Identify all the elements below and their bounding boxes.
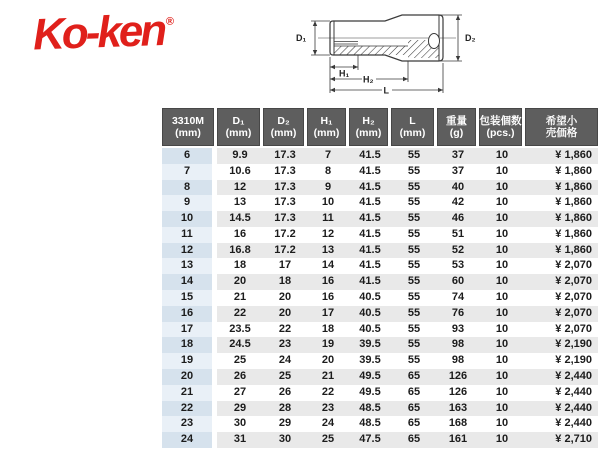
value-cell: 31 — [233, 433, 247, 446]
price-cell: ¥ 2,440 — [555, 385, 592, 398]
value-cell: 98 — [451, 354, 465, 367]
value-cell: 40.5 — [359, 291, 381, 304]
header-line: L — [409, 114, 416, 127]
value-cell: 10 — [495, 291, 509, 304]
value-cell: 42 — [451, 196, 465, 209]
dimension-label-h2: H₂ — [363, 74, 374, 85]
table-row — [162, 211, 598, 227]
table-row — [162, 385, 598, 401]
value-cell: 29 — [233, 401, 247, 414]
size-cell: 20 — [162, 369, 217, 385]
header-line: H₁ — [320, 114, 333, 127]
value-cell: 51 — [451, 227, 465, 240]
size-cell: 23 — [162, 416, 217, 432]
value-cell: 37 — [451, 149, 465, 161]
value-cell: 93 — [451, 322, 465, 335]
size-cell: 8 — [162, 180, 217, 196]
price-cell: ¥ 2,070 — [555, 259, 592, 272]
price-cell: ¥ 2,440 — [555, 401, 592, 414]
header-cell-d2 — [263, 108, 307, 148]
table-row — [162, 401, 598, 417]
d2-arrow-bottom — [456, 56, 460, 61]
value-cell: 21 — [321, 369, 335, 382]
value-cell: 65 — [407, 385, 421, 398]
value-cell: 10 — [495, 164, 509, 177]
value-cell: 16 — [321, 291, 335, 304]
value-cell: 28 — [278, 401, 292, 414]
value-cell: 12 — [233, 180, 247, 193]
value-cell: 41.5 — [359, 196, 381, 209]
value-cell: 24.5 — [229, 338, 251, 351]
value-cell: 10 — [495, 275, 509, 288]
value-cell: 22 — [233, 306, 247, 319]
price-cell: ¥ 1,860 — [555, 227, 592, 240]
header-line: 重量 — [446, 114, 467, 127]
koken-logo-text: Ko-ken — [32, 5, 165, 60]
value-cell: 10 — [495, 227, 509, 240]
value-cell: 55 — [407, 212, 421, 225]
price-cell: ¥ 2,190 — [555, 354, 592, 367]
size-cell: 12 — [162, 243, 217, 259]
header-line: (mm) — [355, 127, 382, 139]
value-cell: 37 — [451, 164, 465, 177]
value-cell: 10 — [321, 196, 335, 209]
value-cell: 65 — [407, 417, 421, 430]
value-cell: 53 — [451, 259, 465, 272]
table-row — [162, 148, 598, 164]
spec-table — [162, 108, 598, 448]
header-line: D₂ — [277, 114, 290, 127]
header-line: (pcs.) — [486, 127, 515, 139]
value-cell: 10 — [495, 369, 509, 382]
value-cell: 39.5 — [359, 338, 381, 351]
d1-arrow-top — [313, 21, 317, 26]
header-line: 3310M — [171, 114, 205, 127]
size-cell: 24 — [162, 432, 217, 448]
size-cell: 18 — [162, 337, 217, 353]
value-cell: 26 — [278, 385, 292, 398]
value-cell: 17.2 — [274, 227, 296, 240]
value-cell: 10 — [495, 433, 509, 446]
price-cell: ¥ 2,070 — [555, 291, 592, 304]
value-cell: 17 — [321, 306, 335, 319]
size-cell: 15 — [162, 290, 217, 306]
price-cell: ¥ 1,860 — [555, 212, 592, 225]
table-row — [162, 243, 598, 259]
header-line: (mm) — [225, 127, 252, 139]
header-cell-model — [162, 108, 217, 148]
header-cell-d1 — [217, 108, 263, 148]
value-cell: 40.5 — [359, 322, 381, 335]
value-cell: 10 — [495, 306, 509, 319]
price-cell: ¥ 2,440 — [555, 369, 592, 382]
value-cell: 8 — [324, 164, 332, 177]
h2-arrow-right — [403, 77, 408, 81]
d1-arrow-bottom — [313, 50, 317, 55]
value-cell: 10 — [495, 322, 509, 335]
value-cell: 21 — [233, 291, 247, 304]
table-row — [162, 369, 598, 385]
value-cell: 65 — [407, 433, 421, 446]
value-cell: 18 — [321, 322, 335, 335]
header-line: D₁ — [232, 114, 245, 127]
value-cell: 55 — [407, 149, 421, 161]
value-cell: 41.5 — [359, 259, 381, 272]
table-row — [162, 164, 598, 180]
value-cell: 60 — [451, 275, 465, 288]
l-arrow-left — [330, 88, 335, 92]
table-row — [162, 337, 598, 353]
size-cell: 10 — [162, 211, 217, 227]
size-cell: 14 — [162, 274, 217, 290]
size-cell: 19 — [162, 353, 217, 369]
price-cell: ¥ 1,860 — [555, 164, 592, 177]
price-cell: ¥ 1,860 — [555, 243, 592, 256]
dimension-label-d2: D₂ — [465, 33, 476, 43]
value-cell: 17 — [278, 259, 292, 272]
value-cell: 30 — [278, 433, 292, 446]
size-cell: 21 — [162, 385, 217, 401]
value-cell: 39.5 — [359, 354, 381, 367]
registered-trademark-icon: ® — [165, 15, 175, 28]
header-line: H₂ — [362, 114, 375, 127]
price-cell: ¥ 1,860 — [555, 180, 592, 193]
size-cell: 17 — [162, 322, 217, 338]
table-row — [162, 353, 598, 369]
size-cell: 6 — [162, 148, 217, 164]
size-cell: 13 — [162, 258, 217, 274]
value-cell: 16 — [233, 227, 247, 240]
value-cell: 161 — [448, 433, 468, 446]
table-row — [162, 227, 598, 243]
header-cell-h2 — [349, 108, 391, 148]
socket-wall-hatch-front — [334, 46, 408, 55]
table-row — [162, 195, 598, 211]
value-cell: 14.5 — [229, 212, 251, 225]
h1-arrow-right — [353, 65, 358, 69]
value-cell: 55 — [407, 275, 421, 288]
value-cell: 41.5 — [359, 149, 381, 161]
value-cell: 23.5 — [229, 322, 251, 335]
value-cell: 18 — [278, 275, 292, 288]
table-body — [162, 148, 598, 448]
value-cell: 10 — [495, 417, 509, 430]
table-row — [162, 322, 598, 338]
d2-arrow-top — [456, 15, 460, 20]
header-cell-price — [525, 108, 598, 148]
value-cell: 65 — [407, 401, 421, 414]
value-cell: 22 — [321, 385, 335, 398]
value-cell: 10 — [495, 149, 509, 161]
size-cell: 9 — [162, 195, 217, 211]
value-cell: 29 — [278, 417, 292, 430]
header-cell-pack-qty — [479, 108, 525, 148]
value-cell: 10 — [495, 354, 509, 367]
table-row — [162, 416, 598, 432]
value-cell: 40.5 — [359, 306, 381, 319]
value-cell: 25 — [321, 433, 335, 446]
value-cell: 16 — [321, 275, 335, 288]
value-cell: 46 — [451, 212, 465, 225]
price-cell: ¥ 2,070 — [555, 306, 592, 319]
value-cell: 27 — [233, 385, 247, 398]
value-cell: 16.8 — [229, 243, 251, 256]
value-cell: 41.5 — [359, 227, 381, 240]
value-cell: 10 — [495, 259, 509, 272]
price-cell: ¥ 2,070 — [555, 275, 592, 288]
value-cell: 10 — [495, 243, 509, 256]
value-cell: 14 — [321, 259, 335, 272]
value-cell: 98 — [451, 338, 465, 351]
value-cell: 40 — [451, 180, 465, 193]
value-cell: 30 — [233, 417, 247, 430]
header-line: 売価格 — [545, 127, 578, 139]
value-cell: 12 — [321, 227, 335, 240]
dimension-label-h1: H₁ — [339, 68, 350, 79]
value-cell: 10 — [495, 385, 509, 398]
header-line: 包装個数 — [479, 114, 522, 127]
value-cell: 55 — [407, 306, 421, 319]
value-cell: 41.5 — [359, 212, 381, 225]
table-row — [162, 274, 598, 290]
value-cell: 163 — [448, 401, 468, 414]
value-cell: 49.5 — [359, 369, 381, 382]
value-cell: 55 — [407, 259, 421, 272]
value-cell: 17.2 — [274, 243, 296, 256]
value-cell: 126 — [448, 369, 468, 382]
size-cell: 16 — [162, 306, 217, 322]
value-cell: 20 — [278, 306, 292, 319]
h1-arrow-left — [330, 65, 335, 69]
value-cell: 24 — [321, 417, 335, 430]
value-cell: 9.9 — [232, 149, 248, 161]
header-cell-l — [391, 108, 437, 148]
value-cell: 48.5 — [359, 401, 381, 414]
price-cell: ¥ 2,070 — [555, 322, 592, 335]
value-cell: 17.3 — [274, 212, 296, 225]
header-line: (g) — [449, 127, 464, 139]
value-cell: 9 — [324, 180, 332, 193]
price-cell: ¥ 2,190 — [555, 338, 592, 351]
value-cell: 55 — [407, 291, 421, 304]
value-cell: 74 — [451, 291, 465, 304]
value-cell: 17.3 — [274, 164, 296, 177]
value-cell: 55 — [407, 180, 421, 193]
value-cell: 48.5 — [359, 417, 381, 430]
table-row — [162, 258, 598, 274]
socket-dimension-diagram — [288, 0, 483, 100]
price-cell: ¥ 1,860 — [555, 196, 592, 209]
value-cell: 55 — [407, 322, 421, 335]
value-cell: 22 — [278, 322, 292, 335]
value-cell: 26 — [233, 369, 247, 382]
value-cell: 47.5 — [359, 433, 381, 446]
header-cell-h1 — [307, 108, 349, 148]
value-cell: 10.6 — [229, 164, 251, 177]
value-cell: 55 — [407, 196, 421, 209]
header-cell-weight — [437, 108, 479, 148]
value-cell: 55 — [407, 243, 421, 256]
value-cell: 65 — [407, 369, 421, 382]
value-cell: 20 — [233, 275, 247, 288]
price-cell: ¥ 2,710 — [555, 433, 592, 446]
price-cell: ¥ 2,440 — [555, 417, 592, 430]
value-cell: 10 — [495, 196, 509, 209]
dimension-label-l: L — [383, 85, 389, 96]
value-cell: 49.5 — [359, 385, 381, 398]
value-cell: 41.5 — [359, 180, 381, 193]
table-header — [162, 108, 598, 148]
value-cell: 55 — [407, 338, 421, 351]
value-cell: 10 — [495, 212, 509, 225]
header-line: (mm) — [399, 127, 426, 139]
value-cell: 41.5 — [359, 164, 381, 177]
value-cell: 55 — [407, 164, 421, 177]
value-cell: 55 — [407, 227, 421, 240]
value-cell: 20 — [278, 291, 292, 304]
value-cell: 13 — [233, 196, 247, 209]
header-line: (mm) — [313, 127, 340, 139]
koken-logo — [32, 6, 175, 61]
h2-arrow-left — [330, 77, 335, 81]
table-row — [162, 290, 598, 306]
value-cell: 17.3 — [274, 149, 296, 161]
header-line: 希望小 — [545, 114, 578, 127]
value-cell: 41.5 — [359, 243, 381, 256]
table-row — [162, 180, 598, 196]
size-cell: 11 — [162, 227, 217, 243]
value-cell: 126 — [448, 385, 468, 398]
value-cell: 20 — [321, 354, 335, 367]
value-cell: 41.5 — [359, 275, 381, 288]
value-cell: 10 — [495, 401, 509, 414]
value-cell: 7 — [324, 149, 332, 161]
table-row — [162, 306, 598, 322]
value-cell: 17.3 — [274, 180, 296, 193]
value-cell: 23 — [321, 401, 335, 414]
value-cell: 52 — [451, 243, 465, 256]
header-line: (mm) — [270, 127, 297, 139]
l-arrow-right — [438, 88, 443, 92]
table-row — [162, 432, 598, 448]
value-cell: 76 — [451, 306, 465, 319]
size-cell: 7 — [162, 164, 217, 180]
value-cell: 18 — [233, 259, 247, 272]
size-cell: 22 — [162, 401, 217, 417]
value-cell: 23 — [278, 338, 292, 351]
value-cell: 168 — [448, 417, 468, 430]
value-cell: 25 — [278, 369, 292, 382]
value-cell: 11 — [322, 212, 334, 225]
value-cell: 10 — [495, 180, 509, 193]
value-cell: 17.3 — [274, 196, 296, 209]
value-cell: 55 — [407, 354, 421, 367]
value-cell: 13 — [321, 243, 335, 256]
value-cell: 10 — [495, 338, 509, 351]
value-cell: 19 — [321, 338, 335, 351]
price-cell: ¥ 1,860 — [555, 149, 592, 161]
value-cell: 24 — [278, 354, 292, 367]
square-drive-hole — [429, 34, 440, 49]
header-line: (mm) — [175, 127, 201, 139]
value-cell: 25 — [233, 354, 247, 367]
dimension-label-d1: D₁ — [296, 33, 307, 43]
